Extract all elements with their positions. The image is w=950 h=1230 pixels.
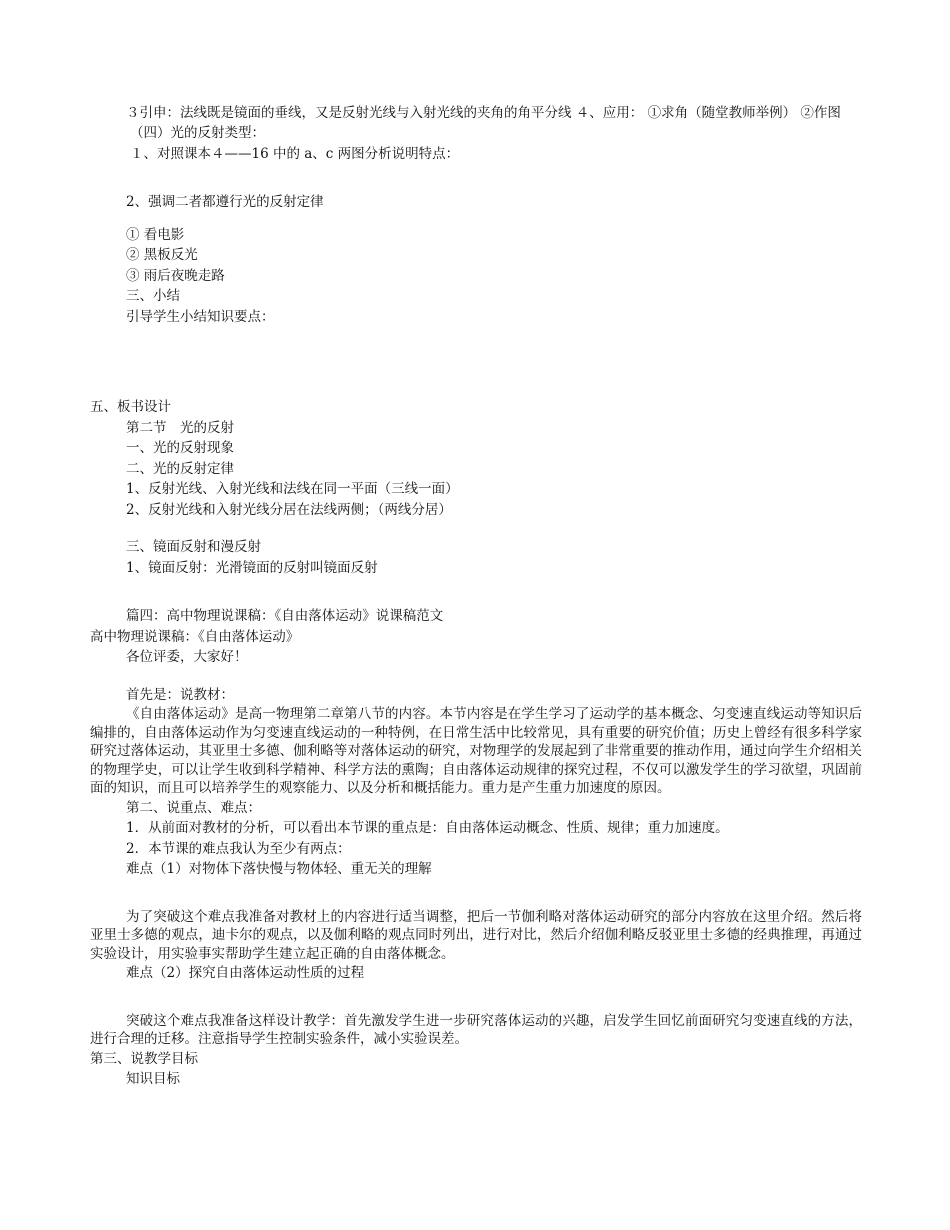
article-title: 高中物理说课稿：《自由落体运动》: [90, 628, 300, 645]
paragraph: 《自由落体运动》是高一物理第二章第八节的内容。本节内容是在学生学习了运动学的基本概念、匀变速直线运动等知识后编排的，自由落体运动作为匀变速直线运动的一种特例，在日常生活中比较常见，具有重要的研究价值；历史上曾经有很多科学家研究过落体运动，其亚里士多德、伽利略等对落体运动的研究，对物理学的发展起到了非常重要的推动作用，通过向学生介绍相关的物理学史，可以让学生收到科学精神、科学方法的熏陶；自由落体运动规律的探究过程，不仅可以激发学生的学习欲望，巩固前面的知识，而且可以培养学生的观察能力、以及分析和概括能力。重力是产生重力加速度的原因。: [90, 706, 862, 796]
text-line: 三、小结: [126, 288, 180, 304]
document-body: [90, 103, 862, 1090]
text-line: 2、反射光线和入射光线分居在法线两侧；（两线分居）: [126, 501, 452, 518]
text-line: 2、强调二者都遵行光的反射定律: [126, 194, 324, 210]
article-heading: 篇四：高中物理说课稿：《自由落体运动》说课稿范文: [126, 608, 444, 624]
text-line: ② 黑板反光: [126, 247, 198, 263]
text-line: 第二、说重点、难点：: [126, 799, 261, 816]
paragraph: 突破这个难点我准备这样设计教学：首先激发学生进一步研究落体运动的兴趣，启发学生回忆前面研究匀变速直线的方法，进行合理的迁移。注意指导学生控制实验条件，减小实验误差。: [90, 1012, 862, 1047]
section-heading: 五、板书设计: [90, 399, 171, 415]
text-line: 首先是：说教材：: [126, 686, 234, 703]
text-line: 一、光的反射现象: [126, 440, 234, 456]
text-line: 第二节 光的反射: [126, 419, 234, 436]
paragraph: 为了突破这个难点我准备对教材上的内容进行适当调整，把后一节伽利略对落体运动研究的部分内容放在这里介绍。然后将亚里士多德的观点，迪卡尔的观点，以及伽利略的观点同时列出，进行对比，然后介绍伽利略反驳亚里士多德的经典推理，再通过实验设计，用实验事实帮助学生建立起正确的自由落体概念。: [90, 908, 862, 962]
text-line: （四）光的反射类型：: [130, 125, 265, 141]
text-line: 二、光的反射定律: [126, 460, 234, 477]
text-line: 1．从前面对教材的分析，可以看出本节课的重点是：自由落体运动概念、性质、规律；重力加速度。: [126, 820, 729, 836]
section-heading: 第三、说教学目标: [90, 1050, 198, 1067]
text-line: １、对照课本４——16 中的 a、c 两图分析说明特点：: [130, 145, 460, 162]
text-line: 1、反射光线、入射光线和法线在同一平面（三线一面）: [126, 481, 459, 497]
text-line: ③ 雨后夜晚走路: [126, 267, 225, 284]
text-line: 引导学生小结知识要点：: [126, 308, 275, 325]
text-line: 知识目标: [126, 1071, 180, 1087]
text-line: 难点（2）探究自由落体运动性质的过程: [126, 965, 365, 981]
text-line: 1、镜面反射：光滑镜面的反射叫镜面反射: [126, 559, 378, 576]
text-line: 难点（1）对物体下落快慢与物体轻、重无关的理解: [126, 861, 432, 877]
text-line: 各位评委，大家好！: [126, 649, 248, 665]
text-line: ① 看电影: [126, 226, 185, 243]
text-line: 三、镜面反射和漫反射: [126, 539, 261, 555]
text-line: 2．本节课的难点我认为至少有两点：: [126, 840, 351, 857]
text-line: ３引申：法线既是镜面的垂线，又是反射光线与入射光线的夹角的角平分线 ４、应用： ①求角（随堂教师举例） ②作图: [126, 105, 841, 121]
